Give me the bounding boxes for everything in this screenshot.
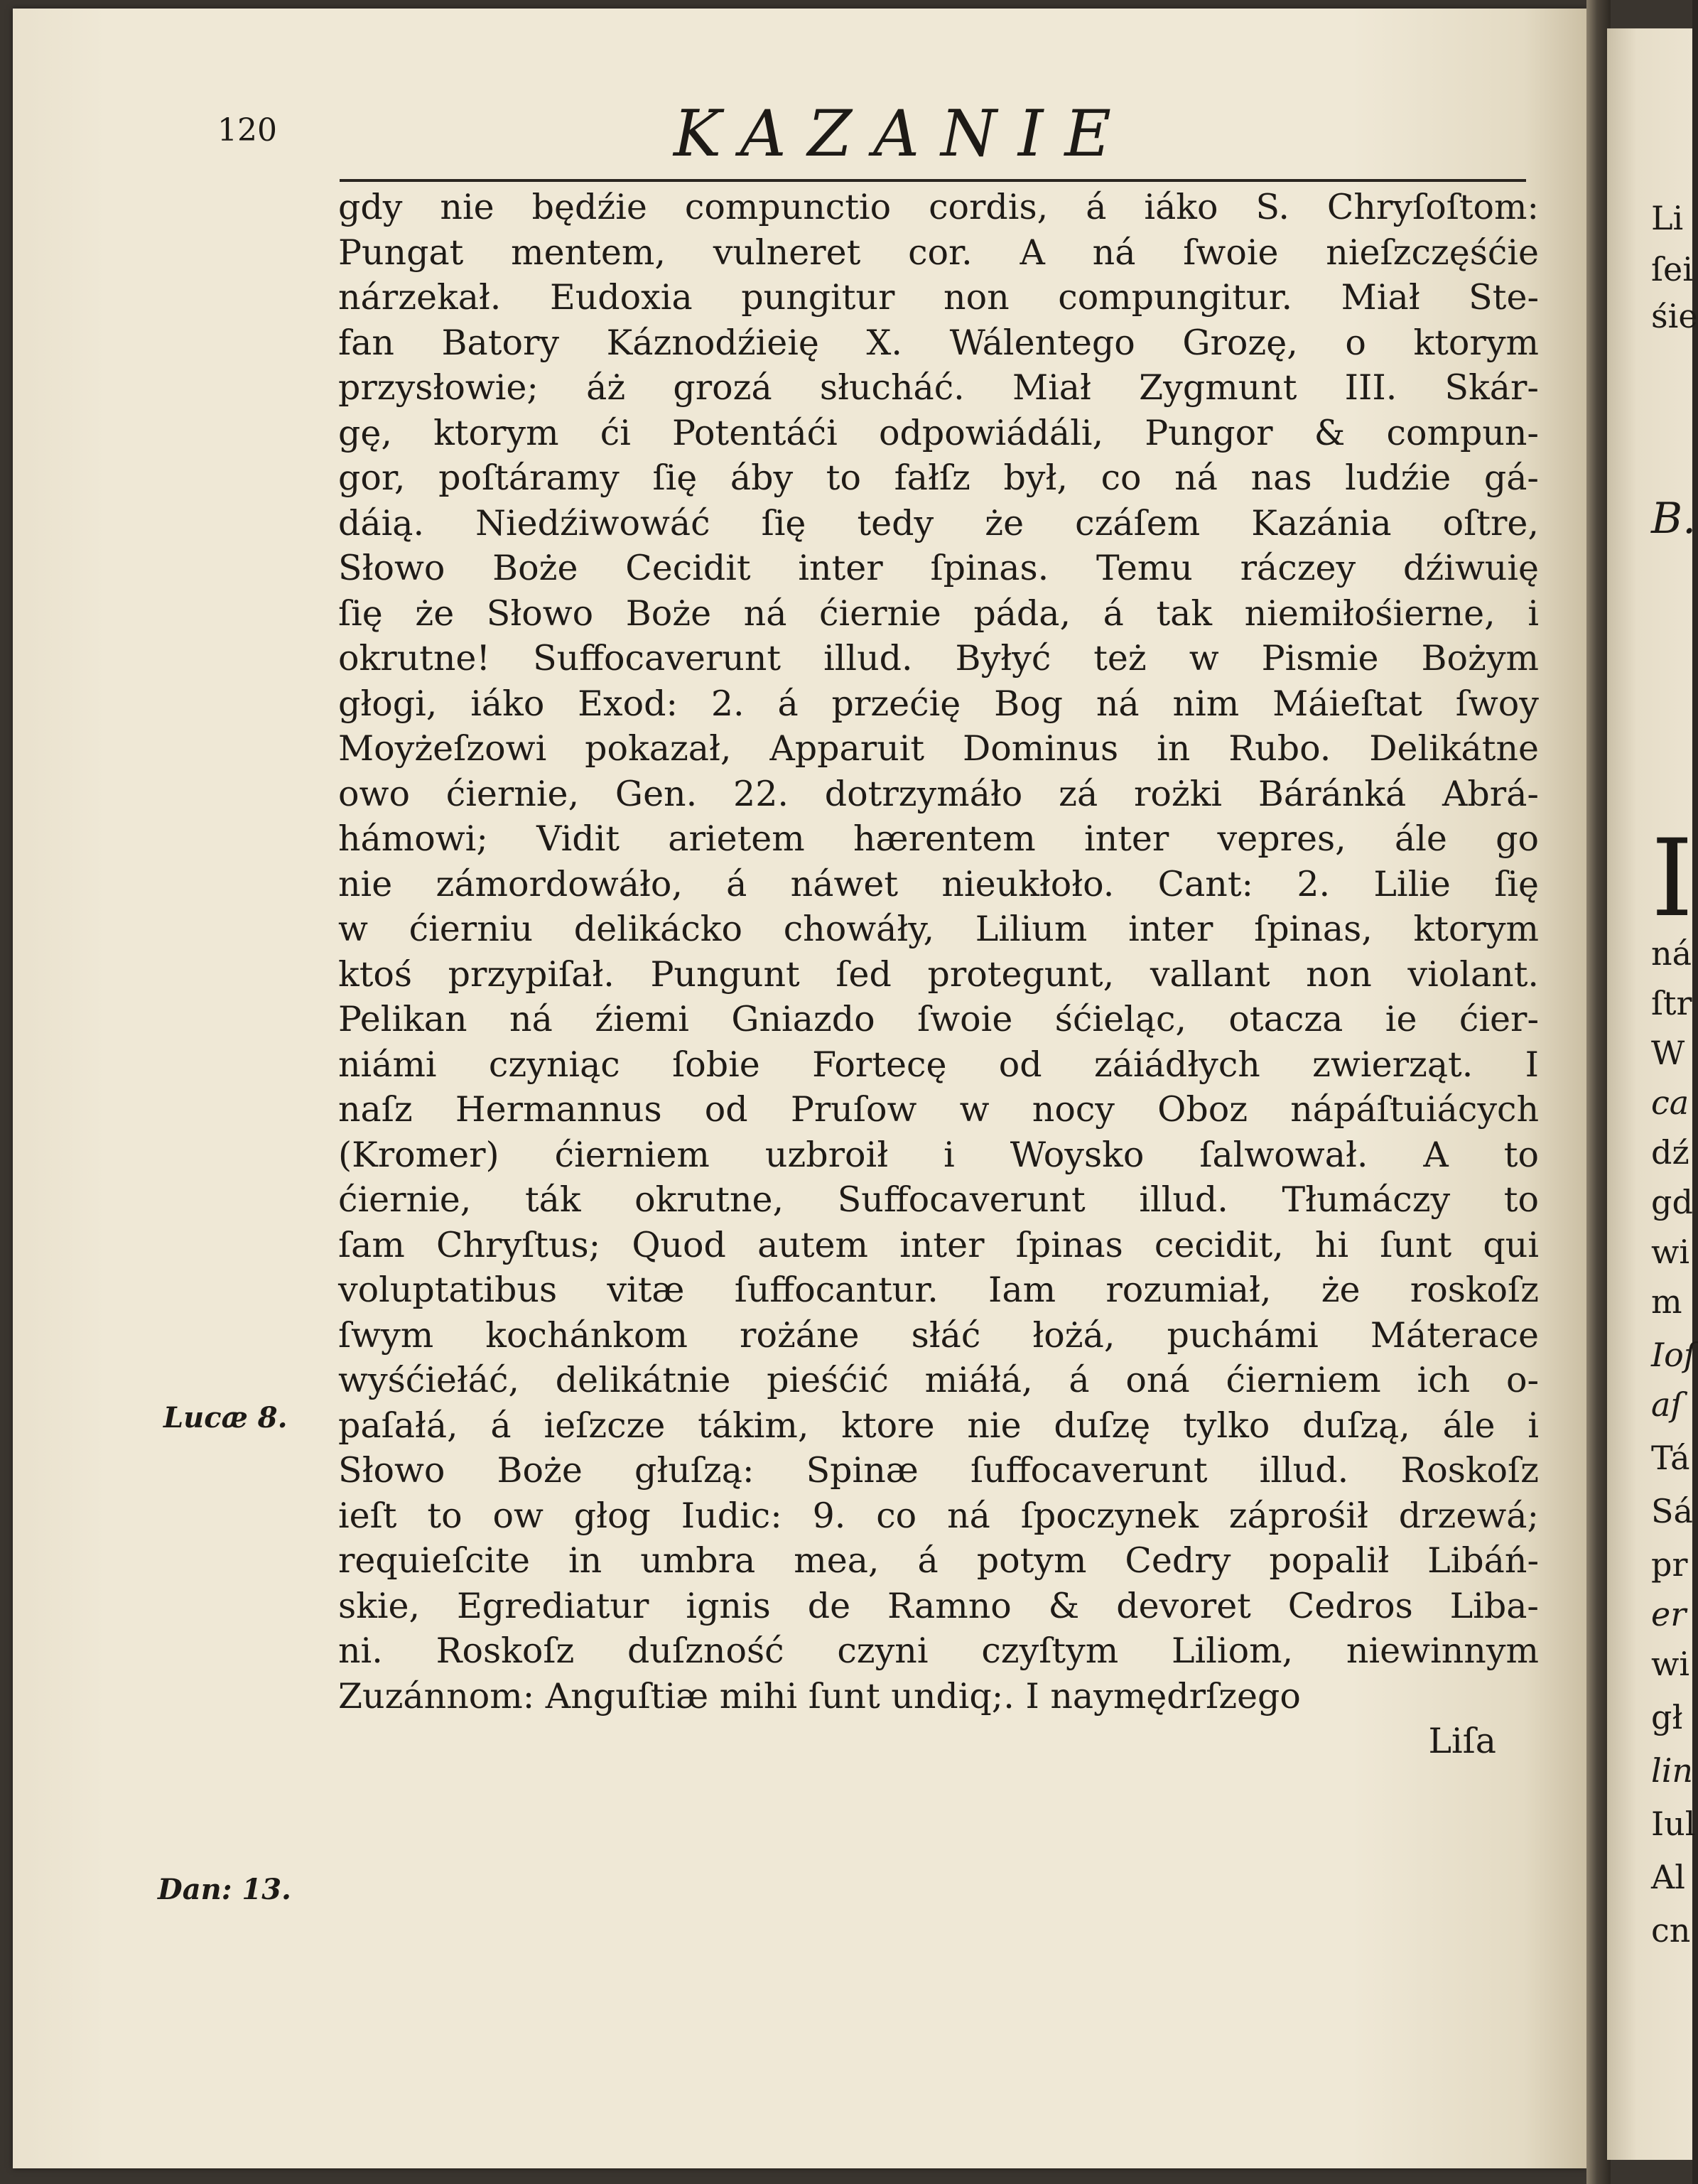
running-title: KAZANIE: [674, 97, 1133, 171]
text-line: Pungat mentem, vulneret cor. A ná ſwoie nieſzczęśćie: [338, 232, 1539, 273]
facing-text: gd: [1651, 1183, 1693, 1221]
facing-text: gł: [1651, 1698, 1683, 1736]
facing-text: ſtr: [1651, 984, 1692, 1022]
text-line: przysłowie; áż grozá słucháć. Miał Zygmunt III. Skár-: [338, 367, 1539, 408]
facing-text: aſ: [1651, 1385, 1683, 1424]
header-rule: [340, 179, 1526, 182]
text-line: naſz Hermannus od Pruſow w nocy Oboz nápáſtuiácych: [338, 1089, 1539, 1130]
facing-text: Li: [1651, 199, 1684, 237]
text-line: w ćierniu delikácko chowáły, Lilium inter ſpinas, ktorym: [338, 909, 1539, 949]
facing-text: wi: [1651, 1645, 1690, 1683]
facing-text: dź: [1651, 1133, 1689, 1172]
text-line: Słowo Boże Cecidit inter ſpinas. Temu ráczey dźiwuię: [338, 548, 1539, 588]
left-page: [13, 9, 1586, 2168]
text-line: ſię że Słowo Boże ná ćiernie páda, á tak niemiłośierne, i: [338, 593, 1539, 634]
facing-text: B.: [1651, 494, 1697, 544]
facing-text: pr: [1651, 1545, 1688, 1584]
text-line: gdy nie będźie compunctio cordis, á iáko S. Chryſoſtom:: [338, 187, 1539, 227]
text-line: ſam Chryſtus; Quod autem inter ſpinas cecidit, hi ſunt qui: [338, 1224, 1539, 1265]
facing-text: ca: [1651, 1083, 1689, 1122]
facing-initial: I: [1651, 817, 1694, 941]
facing-text: W: [1651, 1034, 1685, 1072]
text-line: nárzekał. Eudoxia pungitur non compungitur. Miał Ste-: [338, 277, 1539, 318]
text-line: Pelikan ná źiemi Gniazdo ſwoie śćieląc, otacza ie ćier-: [338, 999, 1539, 1039]
text-line: ćiernie, ták okrutne, Suffocaverunt illud. Tłumáczy to: [338, 1179, 1539, 1220]
text-line: ktoś przypiſał. Pungunt ſed protegunt, vallant non violant.: [338, 953, 1539, 995]
facing-text: ná: [1651, 934, 1692, 973]
facing-text: Al: [1651, 1858, 1685, 1896]
text-line: paſałá, á ieſzcze tákim, ktore nie duſzę tylko duſzą, ále i: [338, 1405, 1539, 1446]
facing-text: Tá: [1651, 1439, 1690, 1477]
text-line: ſwym kochánkom rożáne słáć łożá, puchámi Máterace: [338, 1314, 1539, 1356]
facing-text: wi: [1651, 1233, 1690, 1271]
catchword: Liſa: [1428, 1721, 1496, 1761]
text-line: głogi, iáko Exod: 2. á przećię Bog ná nim Máieſtat ſwoy: [338, 683, 1539, 724]
facing-text: lin: [1651, 1751, 1694, 1790]
facing-text: Iul: [1651, 1805, 1696, 1843]
text-line: ni. Roskoſz duſzność czyni czyſtym Liliom, niewinnym: [338, 1631, 1539, 1671]
text-line: (Kromer) ćierniem uzbroił i Woysko ſalwował. A to: [338, 1134, 1539, 1175]
facing-text: Sá: [1651, 1492, 1693, 1530]
facing-text: śie: [1651, 297, 1698, 335]
text-line: Moyżeſzowi pokazał, Apparuit Dominus in Rubo. Delikátne: [338, 728, 1539, 769]
text-line: skie, Egrediatur ignis de Ramno & devoret Cedros Liba-: [338, 1585, 1539, 1626]
facing-text: Ioſ: [1651, 1336, 1696, 1374]
text-line: gę, ktorym ći Potentáći odpowiádáli, Pungor & compun-: [338, 412, 1539, 453]
facing-text: m: [1651, 1282, 1682, 1321]
facing-text: cn: [1651, 1911, 1691, 1950]
page-number: 120: [217, 112, 277, 148]
text-line: okrutne! Suffocaverunt illud. Byłyć też w Pismie Bożym: [338, 638, 1539, 679]
facing-text: ſei: [1651, 250, 1693, 288]
text-line: Słowo Boże głuſzą: Spinæ ſuffocaverunt illud. Roskoſz: [338, 1450, 1539, 1491]
text-line: ieſt to ow głog Iudic: 9. co ná ſpoczynek záprośił drzewá;: [338, 1495, 1539, 1536]
margin-note-luce: Lucæ 8.: [163, 1401, 288, 1434]
text-line: nie zámordowáło, á náwet nieukłoło. Cant: 2. Lilie ſię: [338, 863, 1539, 904]
text-line: owo ćiernie, Gen. 22. dotrzymáło zá rożki Báránká Abrá-: [338, 773, 1539, 814]
text-line: dáią. Niedźiwowáć ſię tedy że czáſem Kazánia oſtre,: [338, 502, 1539, 544]
text-line: niámi czyniąc ſobie Fortecę od záiádłych zwierząt. I: [338, 1044, 1539, 1085]
facing-page-edge: [1607, 28, 1698, 2160]
body-text: [338, 185, 1539, 1764]
text-line: Zuzánnom: Anguſtiæ mihi ſunt undiq;. I naymędrſzego: [338, 1675, 1301, 1717]
text-line: hámowi; Vidit arietem hærentem inter vepres, ále go: [338, 818, 1539, 859]
text-line: wyśćiełáć, delikátnie pieśćić miáłá, á oná ćierniem ich o-: [338, 1360, 1539, 1400]
text-line: voluptatibus vitæ ſuffocantur. Iam rozumiał, że roskoſz: [338, 1270, 1539, 1310]
facing-text: er: [1651, 1595, 1687, 1633]
margin-note-dan: Dan: 13.: [158, 1873, 291, 1906]
text-line: requieſcite in umbra mea, á potym Cedry popalił Libáń-: [338, 1540, 1539, 1581]
text-line: gor, poſtáramy ſię áby to fałſz był, co ná nas ludźie gá-: [338, 458, 1539, 498]
text-line: fan Batory Káznodźieię X. Wálentego Grozę, o ktorym: [338, 322, 1539, 363]
